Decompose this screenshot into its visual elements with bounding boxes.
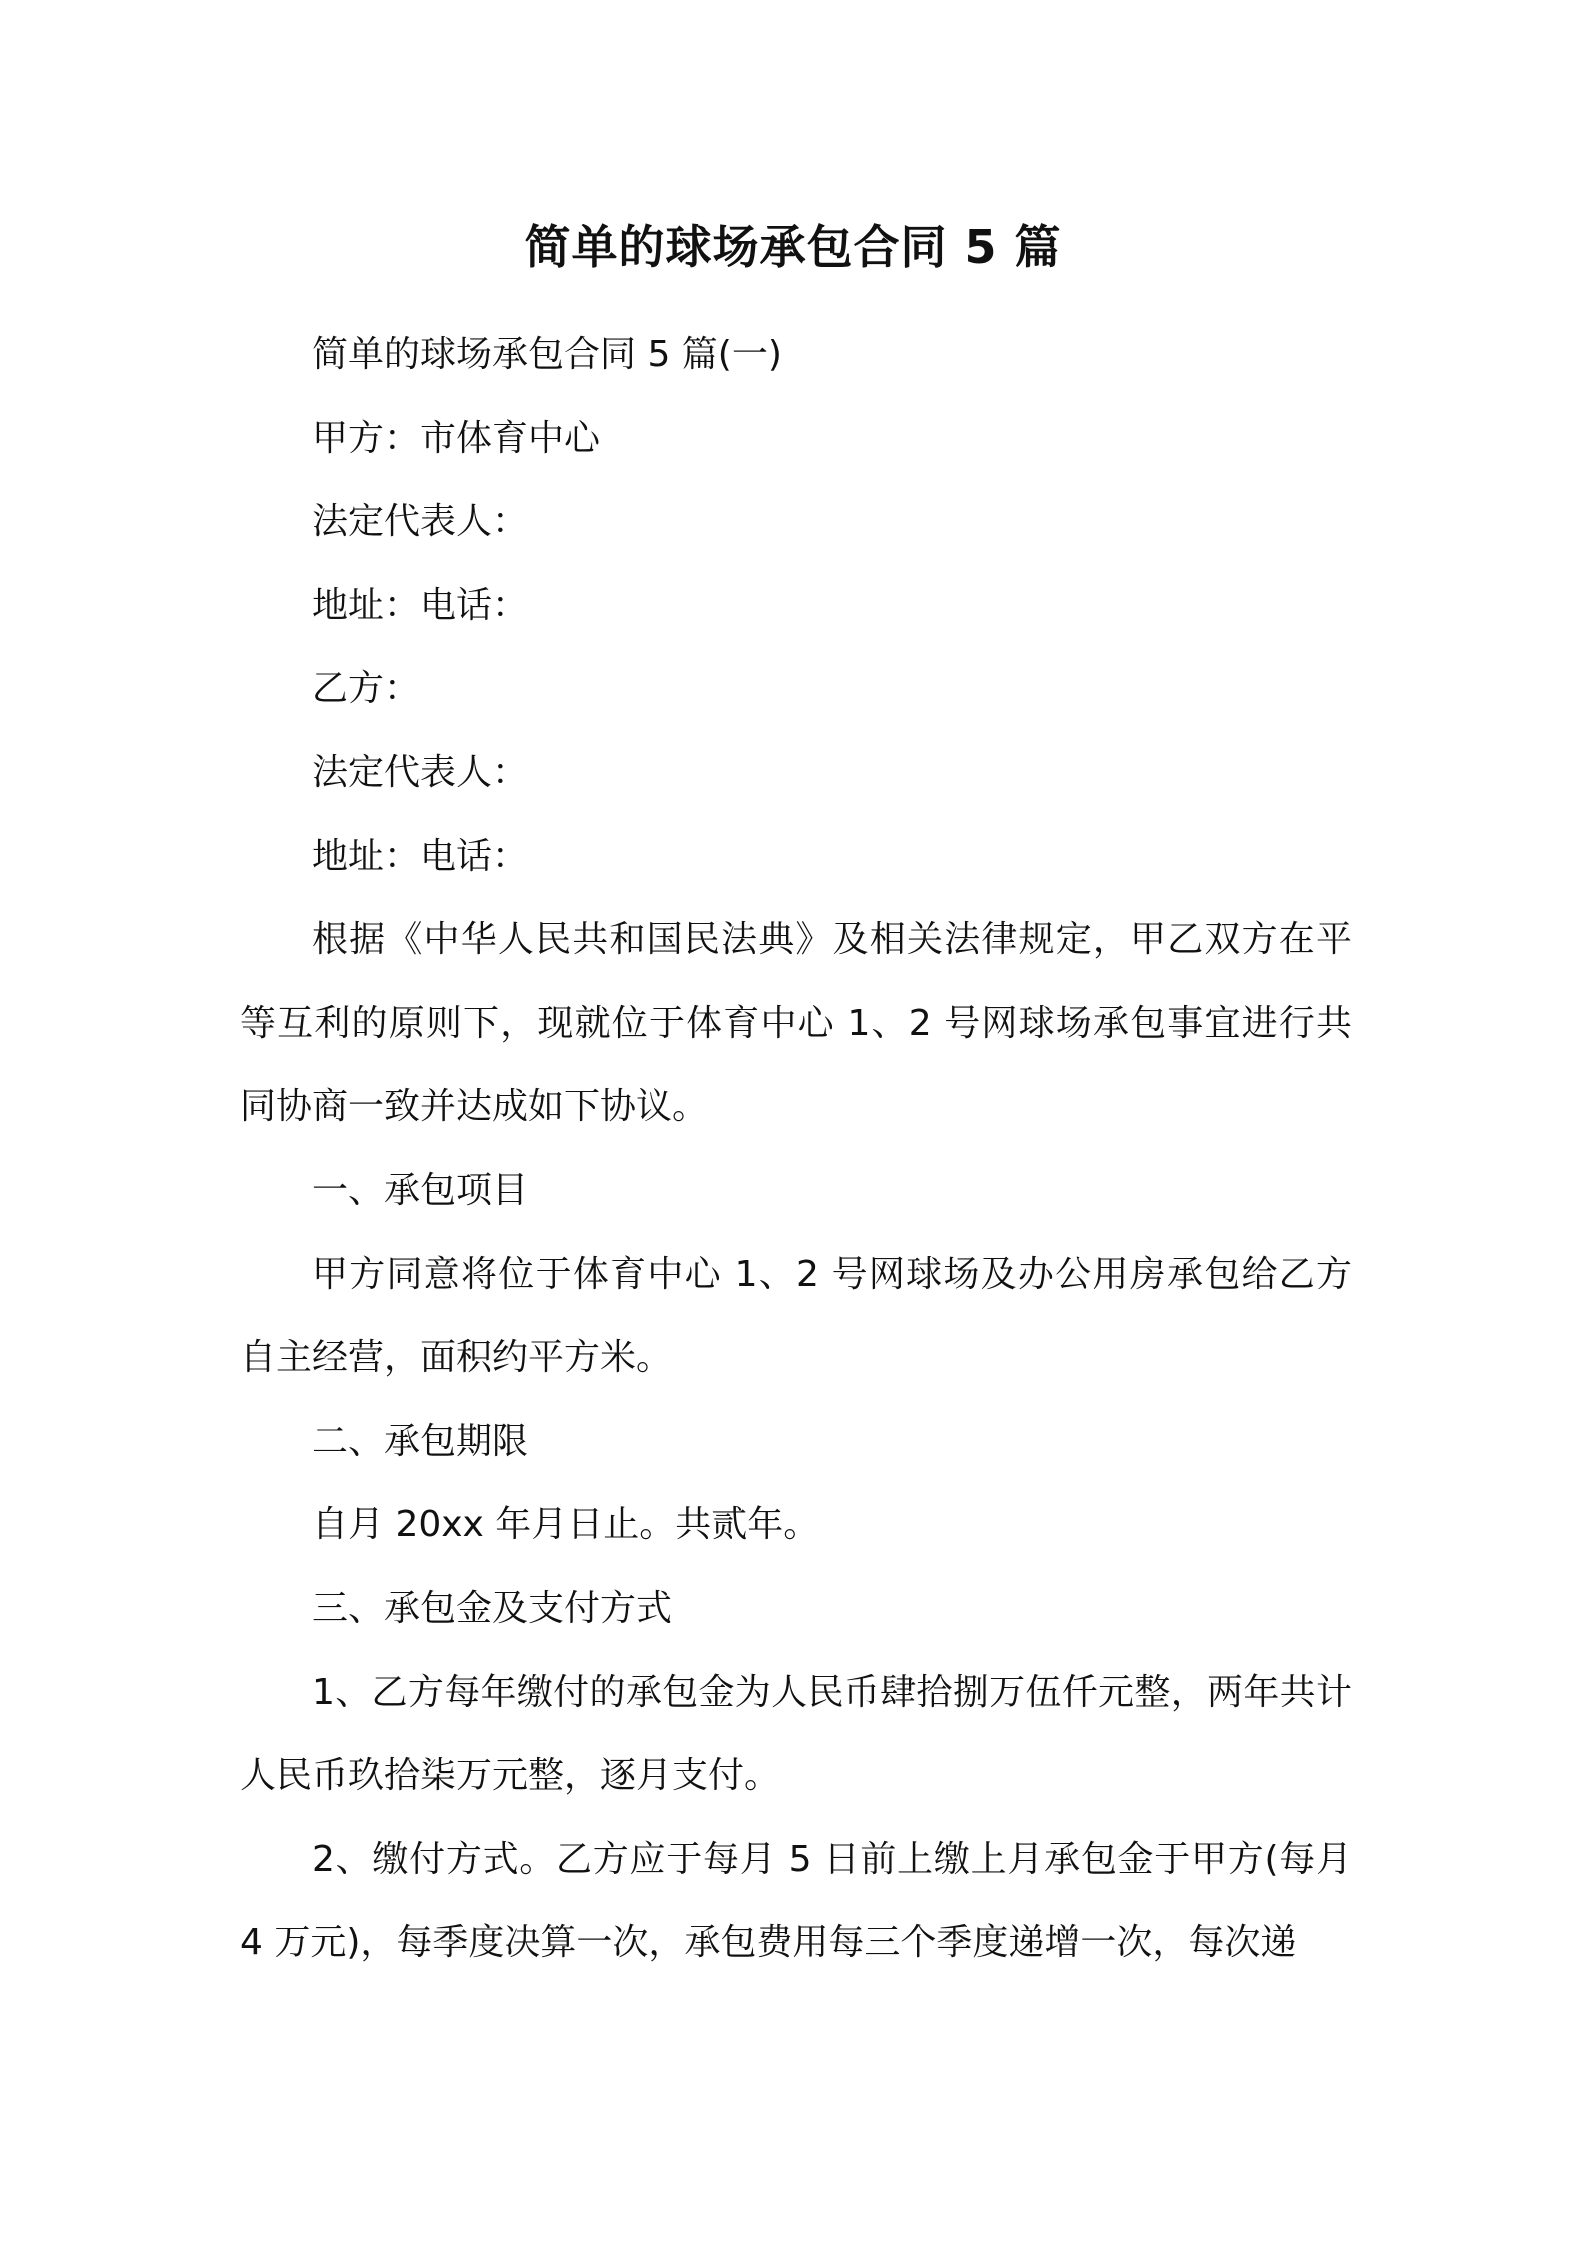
section-heading: 简单的球场承包合同 5 篇(一): [312, 334, 782, 375]
party-b-legal-representative: 法定代表人：: [312, 751, 529, 793]
document-body: [240, 313, 1352, 1985]
party-a-line: 甲方：市体育中心: [312, 417, 601, 459]
payment-item-2: 2、缴付方式。乙方应于每月 5 日前上缴上月承包金于甲方(每月 4 万元)，每季度决算一次，承包费用每三个季度递增一次，每次递: [240, 1838, 1352, 1964]
payment-item-1: 1、乙方每年缴付的承包金为人民币肆拾捌万伍仟元整，两年共计人民币玖拾柒万元整，逐月支付。: [240, 1671, 1352, 1797]
clause-text-term: 自月 20xx 年月日止。共贰年。: [312, 1504, 820, 1546]
party-b-address-phone: 地址：电话：: [312, 835, 529, 877]
document-title: 简单的球场承包合同 5 篇: [524, 220, 1062, 274]
party-a-legal-representative: 法定代表人：: [312, 501, 529, 543]
clause-text-project: 甲方同意将位于体育中心 1、2 号网球场及办公用房承包给乙方自主经营，面积约平方米。: [240, 1253, 1352, 1379]
party-b-line: 乙方：: [312, 668, 421, 710]
clause-heading-payment: 三、承包金及支付方式: [312, 1587, 673, 1629]
clause-heading-term: 二、承包期限: [312, 1420, 529, 1462]
preamble-paragraph: 根据《中华人民共和国民法典》及相关法律规定，甲乙双方在平等互利的原则下，现就位于体育中心 1、2 号网球场承包事宜进行共同协商一致并达成如下协议。: [240, 919, 1352, 1128]
clause-heading-project: 一、承包项目: [312, 1169, 529, 1211]
party-a-address-phone: 地址：电话：: [312, 584, 529, 626]
